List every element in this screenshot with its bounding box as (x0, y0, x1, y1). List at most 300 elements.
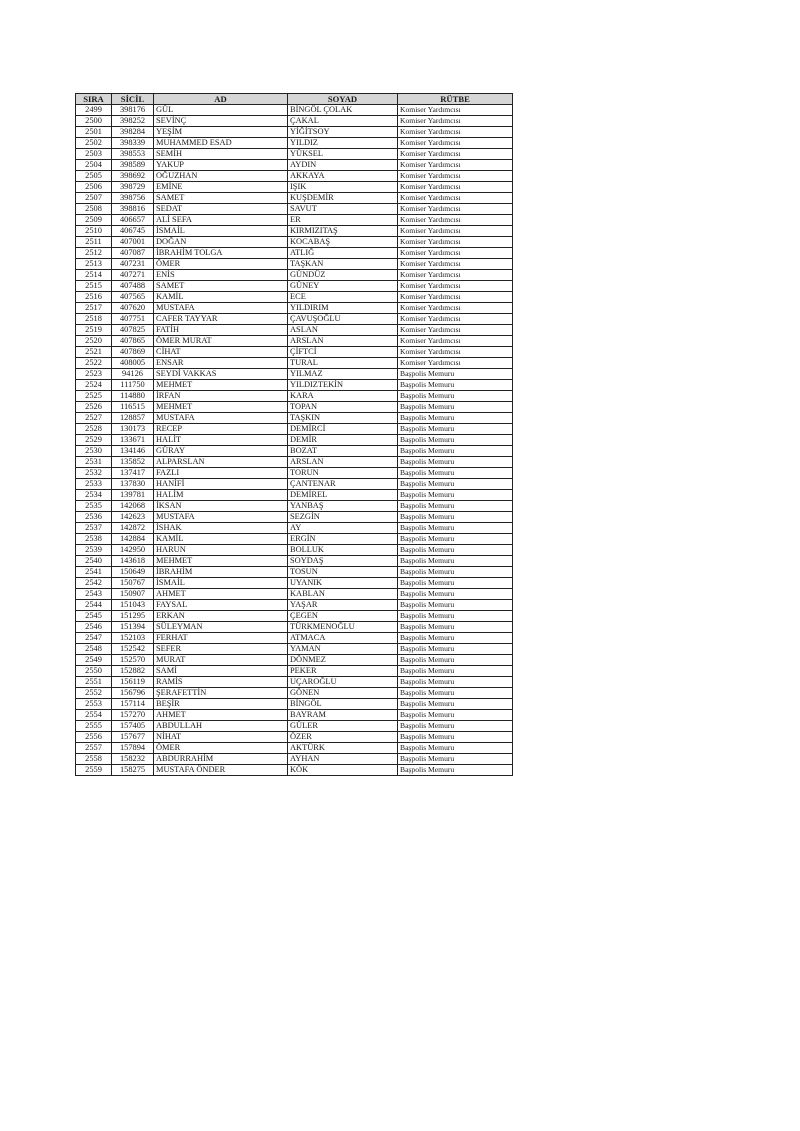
cell-rutbe: Başpolis Memuru (398, 699, 513, 710)
cell-ad: SÜLEYMAN (154, 622, 288, 633)
cell-sicil: 157405 (112, 721, 154, 732)
cell-soyad: ER (288, 215, 398, 226)
table-row (76, 622, 513, 633)
cell-rutbe: Komiser Yardımcısı (398, 336, 513, 347)
table-row (76, 677, 513, 688)
cell-sira: 2507 (76, 193, 112, 204)
cell-sicil: 150767 (112, 578, 154, 589)
cell-rutbe: Komiser Yardımcısı (398, 171, 513, 182)
cell-ad: FAZLI (154, 468, 288, 479)
table-row (76, 446, 513, 457)
cell-soyad: YAMAN (288, 644, 398, 655)
cell-ad: ÖMER (154, 259, 288, 270)
cell-sicil: 130173 (112, 424, 154, 435)
cell-sicil: 137417 (112, 468, 154, 479)
cell-ad: HALİT (154, 435, 288, 446)
cell-soyad: ÇANTENAR (288, 479, 398, 490)
table-row (76, 556, 513, 567)
cell-sira: 2529 (76, 435, 112, 446)
cell-rutbe: Başpolis Memuru (398, 468, 513, 479)
table-row (76, 149, 513, 160)
cell-soyad: GÖNEN (288, 688, 398, 699)
cell-soyad: ASLAN (288, 325, 398, 336)
cell-soyad: YANBAŞ (288, 501, 398, 512)
cell-soyad: IŞIK (288, 182, 398, 193)
cell-sicil: 150907 (112, 589, 154, 600)
cell-sira: 2519 (76, 325, 112, 336)
cell-sicil: 156119 (112, 677, 154, 688)
cell-soyad: YAŞAR (288, 600, 398, 611)
cell-sicil: 139781 (112, 490, 154, 501)
cell-sira: 2524 (76, 380, 112, 391)
table-row (76, 501, 513, 512)
cell-rutbe: Başpolis Memuru (398, 424, 513, 435)
cell-sira: 2543 (76, 589, 112, 600)
cell-ad: İBRAHİM TOLGA (154, 248, 288, 259)
cell-ad: MUSTAFA (154, 303, 288, 314)
cell-rutbe: Komiser Yardımcısı (398, 358, 513, 369)
table-row (76, 182, 513, 193)
cell-ad: SEFER (154, 644, 288, 655)
cell-sira: 2546 (76, 622, 112, 633)
table-row (76, 380, 513, 391)
cell-sira: 2499 (76, 105, 112, 116)
cell-soyad: BİNGÖL (288, 699, 398, 710)
table-row (76, 545, 513, 556)
cell-rutbe: Başpolis Memuru (398, 545, 513, 556)
table-row (76, 479, 513, 490)
cell-soyad: TAŞKIN (288, 413, 398, 424)
cell-ad: ENİS (154, 270, 288, 281)
cell-sicil: 157677 (112, 732, 154, 743)
cell-soyad: AYHAN (288, 754, 398, 765)
cell-ad: GÜRAY (154, 446, 288, 457)
table-row (76, 633, 513, 644)
cell-soyad: KUŞDEMİR (288, 193, 398, 204)
table-row (76, 358, 513, 369)
cell-sira: 2551 (76, 677, 112, 688)
cell-ad: HANİFİ (154, 479, 288, 490)
cell-sicil: 157270 (112, 710, 154, 721)
cell-rutbe: Başpolis Memuru (398, 644, 513, 655)
table-body (76, 105, 513, 776)
table-row (76, 512, 513, 523)
table-row (76, 259, 513, 270)
cell-rutbe: Komiser Yardımcısı (398, 314, 513, 325)
cell-sicil: 156796 (112, 688, 154, 699)
cell-soyad: TURAL (288, 358, 398, 369)
cell-sicil: 143618 (112, 556, 154, 567)
cell-sicil: 114880 (112, 391, 154, 402)
cell-sira: 2512 (76, 248, 112, 259)
table-row (76, 402, 513, 413)
cell-soyad: YÜKSEL (288, 149, 398, 160)
cell-soyad: ÖZER (288, 732, 398, 743)
cell-sira: 2521 (76, 347, 112, 358)
cell-rutbe: Başpolis Memuru (398, 479, 513, 490)
cell-rutbe: Başpolis Memuru (398, 534, 513, 545)
cell-rutbe: Başpolis Memuru (398, 578, 513, 589)
cell-rutbe: Başpolis Memuru (398, 633, 513, 644)
cell-soyad: DEMİREL (288, 490, 398, 501)
cell-sicil: 398692 (112, 171, 154, 182)
cell-ad: MUSTAFA ÖNDER (154, 765, 288, 776)
cell-soyad: KABLAN (288, 589, 398, 600)
cell-rutbe: Komiser Yardımcısı (398, 292, 513, 303)
cell-soyad: TOPAN (288, 402, 398, 413)
cell-soyad: AYDIN (288, 160, 398, 171)
cell-rutbe: Başpolis Memuru (398, 567, 513, 578)
cell-rutbe: Başpolis Memuru (398, 666, 513, 677)
cell-rutbe: Komiser Yardımcısı (398, 325, 513, 336)
cell-ad: OĞUZHAN (154, 171, 288, 182)
cell-ad: RECEP (154, 424, 288, 435)
cell-sira: 2542 (76, 578, 112, 589)
cell-sira: 2523 (76, 369, 112, 380)
cell-soyad: BOLLUK (288, 545, 398, 556)
cell-rutbe: Başpolis Memuru (398, 655, 513, 666)
cell-sira: 2533 (76, 479, 112, 490)
cell-soyad: ÇAVUŞOĞLU (288, 314, 398, 325)
cell-ad: GÜL (154, 105, 288, 116)
table-row (76, 655, 513, 666)
cell-soyad: KARA (288, 391, 398, 402)
cell-sira: 2534 (76, 490, 112, 501)
cell-sicil: 111750 (112, 380, 154, 391)
personnel-table (75, 93, 513, 776)
cell-sira: 2511 (76, 237, 112, 248)
cell-sira: 2525 (76, 391, 112, 402)
table-row (76, 699, 513, 710)
cell-sira: 2522 (76, 358, 112, 369)
cell-soyad: ATMACA (288, 633, 398, 644)
table-row (76, 688, 513, 699)
cell-sira: 2510 (76, 226, 112, 237)
cell-sicil: 407087 (112, 248, 154, 259)
table-row (76, 369, 513, 380)
table-row (76, 314, 513, 325)
table-row (76, 347, 513, 358)
table-header (76, 94, 513, 105)
cell-sira: 2545 (76, 611, 112, 622)
cell-ad: ERKAN (154, 611, 288, 622)
cell-sira: 2528 (76, 424, 112, 435)
cell-ad: RAMİS (154, 677, 288, 688)
cell-sicil: 128857 (112, 413, 154, 424)
cell-sicil: 152570 (112, 655, 154, 666)
cell-ad: HARUN (154, 545, 288, 556)
cell-ad: ŞERAFETTİN (154, 688, 288, 699)
table-row (76, 204, 513, 215)
table-row (76, 105, 513, 116)
cell-ad: CAFER TAYYAR (154, 314, 288, 325)
cell-ad: FATİH (154, 325, 288, 336)
cell-sira: 2517 (76, 303, 112, 314)
cell-soyad: ARSLAN (288, 457, 398, 468)
cell-ad: MUSTAFA (154, 413, 288, 424)
cell-sira: 2550 (76, 666, 112, 677)
table-row (76, 732, 513, 743)
table-row (76, 171, 513, 182)
cell-rutbe: Komiser Yardımcısı (398, 303, 513, 314)
cell-soyad: GÜNDÜZ (288, 270, 398, 281)
cell-sira: 2502 (76, 138, 112, 149)
cell-sicil: 134146 (112, 446, 154, 457)
cell-ad: SEYDİ VAKKAS (154, 369, 288, 380)
cell-ad: AHMET (154, 710, 288, 721)
cell-sicil: 407865 (112, 336, 154, 347)
table-row (76, 413, 513, 424)
cell-soyad: ECE (288, 292, 398, 303)
cell-soyad: ARSLAN (288, 336, 398, 347)
cell-soyad: ÇİFTCİ (288, 347, 398, 358)
cell-sira: 2501 (76, 127, 112, 138)
cell-rutbe: Başpolis Memuru (398, 369, 513, 380)
cell-ad: SEMİH (154, 149, 288, 160)
header-row (76, 94, 513, 105)
cell-sicil: 152542 (112, 644, 154, 655)
cell-sicil: 398176 (112, 105, 154, 116)
cell-sicil: 398816 (112, 204, 154, 215)
cell-soyad: TOSUN (288, 567, 398, 578)
cell-sicil: 142884 (112, 534, 154, 545)
table-row (76, 611, 513, 622)
cell-sira: 2555 (76, 721, 112, 732)
cell-sicil: 152103 (112, 633, 154, 644)
cell-soyad: SOYDAŞ (288, 556, 398, 567)
cell-soyad: TAŞKAN (288, 259, 398, 270)
table-row (76, 237, 513, 248)
cell-ad: İBRAHİM (154, 567, 288, 578)
cell-rutbe: Komiser Yardımcısı (398, 105, 513, 116)
cell-sira: 2552 (76, 688, 112, 699)
table-row (76, 336, 513, 347)
cell-soyad: DEMİRCİ (288, 424, 398, 435)
cell-sira: 2549 (76, 655, 112, 666)
cell-sicil: 157114 (112, 699, 154, 710)
cell-sira: 2518 (76, 314, 112, 325)
cell-sira: 2516 (76, 292, 112, 303)
cell-soyad: BAYRAM (288, 710, 398, 721)
cell-soyad: ERGİN (288, 534, 398, 545)
cell-rutbe: Başpolis Memuru (398, 512, 513, 523)
cell-rutbe: Başpolis Memuru (398, 611, 513, 622)
cell-soyad: KIRMIZITAŞ (288, 226, 398, 237)
cell-sira: 2539 (76, 545, 112, 556)
cell-soyad: ATLIĞ (288, 248, 398, 259)
cell-rutbe: Komiser Yardımcısı (398, 127, 513, 138)
table-row (76, 303, 513, 314)
cell-sicil: 398756 (112, 193, 154, 204)
cell-rutbe: Başpolis Memuru (398, 622, 513, 633)
cell-sira: 2530 (76, 446, 112, 457)
cell-sicil: 151043 (112, 600, 154, 611)
cell-sira: 2504 (76, 160, 112, 171)
cell-soyad: KÖK (288, 765, 398, 776)
cell-rutbe: Başpolis Memuru (398, 688, 513, 699)
cell-soyad: AKKAYA (288, 171, 398, 182)
table-row (76, 721, 513, 732)
cell-rutbe: Başpolis Memuru (398, 556, 513, 567)
cell-rutbe: Komiser Yardımcısı (398, 259, 513, 270)
cell-sicil: 407565 (112, 292, 154, 303)
cell-soyad: YILDIZ (288, 138, 398, 149)
cell-sira: 2537 (76, 523, 112, 534)
cell-soyad: YILDIRIM (288, 303, 398, 314)
cell-ad: SAMİ (154, 666, 288, 677)
cell-sicil: 133671 (112, 435, 154, 446)
cell-ad: MEHMET (154, 556, 288, 567)
cell-sira: 2541 (76, 567, 112, 578)
cell-sicil: 142623 (112, 512, 154, 523)
cell-ad: ALİ SEFA (154, 215, 288, 226)
table-row (76, 435, 513, 446)
cell-rutbe: Başpolis Memuru (398, 600, 513, 611)
cell-sicil: 135852 (112, 457, 154, 468)
cell-ad: YEŞİM (154, 127, 288, 138)
cell-soyad: YİĞİTSOY (288, 127, 398, 138)
table-row (76, 248, 513, 259)
cell-sicil: 406657 (112, 215, 154, 226)
cell-rutbe: Komiser Yardımcısı (398, 160, 513, 171)
cell-sicil: 406745 (112, 226, 154, 237)
cell-soyad: SEZGİN (288, 512, 398, 523)
table-row (76, 754, 513, 765)
cell-sicil: 408005 (112, 358, 154, 369)
cell-sira: 2508 (76, 204, 112, 215)
cell-ad: KAMİL (154, 534, 288, 545)
cell-sira: 2536 (76, 512, 112, 523)
cell-rutbe: Başpolis Memuru (398, 523, 513, 534)
cell-sicil: 157894 (112, 743, 154, 754)
cell-soyad: TORUN (288, 468, 398, 479)
cell-rutbe: Başpolis Memuru (398, 446, 513, 457)
cell-ad: ÖMER (154, 743, 288, 754)
table-row (76, 160, 513, 171)
cell-ad: ALPARSLAN (154, 457, 288, 468)
cell-rutbe: Başpolis Memuru (398, 391, 513, 402)
cell-soyad: PEKER (288, 666, 398, 677)
cell-ad: KAMİL (154, 292, 288, 303)
table-row (76, 710, 513, 721)
cell-ad: ENSAR (154, 358, 288, 369)
cell-sicil: 398252 (112, 116, 154, 127)
cell-sicil: 407825 (112, 325, 154, 336)
cell-soyad: ÇEGEN (288, 611, 398, 622)
cell-ad: MUHAMMED ESAD (154, 138, 288, 149)
cell-sira: 2514 (76, 270, 112, 281)
cell-sira: 2532 (76, 468, 112, 479)
cell-sicil: 407620 (112, 303, 154, 314)
cell-sira: 2520 (76, 336, 112, 347)
cell-rutbe: Başpolis Memuru (398, 743, 513, 754)
cell-rutbe: Komiser Yardımcısı (398, 193, 513, 204)
table-row (76, 226, 513, 237)
cell-ad: SAMET (154, 281, 288, 292)
cell-soyad: GÜNEY (288, 281, 398, 292)
cell-rutbe: Başpolis Memuru (398, 490, 513, 501)
cell-sicil: 151394 (112, 622, 154, 633)
cell-rutbe: Komiser Yardımcısı (398, 226, 513, 237)
cell-sira: 2505 (76, 171, 112, 182)
cell-soyad: UÇAROĞLU (288, 677, 398, 688)
cell-sira: 2515 (76, 281, 112, 292)
cell-ad: MUSTAFA (154, 512, 288, 523)
cell-ad: NİHAT (154, 732, 288, 743)
cell-ad: SEVİNÇ (154, 116, 288, 127)
cell-rutbe: Komiser Yardımcısı (398, 270, 513, 281)
cell-sicil: 407001 (112, 237, 154, 248)
table-row (76, 138, 513, 149)
column-header-soyad: SOYAD (288, 94, 398, 105)
cell-rutbe: Başpolis Memuru (398, 501, 513, 512)
cell-sicil: 407751 (112, 314, 154, 325)
cell-rutbe: Komiser Yardımcısı (398, 347, 513, 358)
cell-sira: 2503 (76, 149, 112, 160)
cell-rutbe: Başpolis Memuru (398, 721, 513, 732)
cell-soyad: KOCABAŞ (288, 237, 398, 248)
cell-sira: 2557 (76, 743, 112, 754)
cell-rutbe: Komiser Yardımcısı (398, 215, 513, 226)
cell-ad: İSMAİL (154, 226, 288, 237)
cell-ad: İKSAN (154, 501, 288, 512)
table-row (76, 292, 513, 303)
cell-sira: 2556 (76, 732, 112, 743)
cell-ad: HALİM (154, 490, 288, 501)
cell-sira: 2500 (76, 116, 112, 127)
cell-soyad: SAVUT (288, 204, 398, 215)
table-row (76, 457, 513, 468)
table-row (76, 666, 513, 677)
table-row (76, 589, 513, 600)
cell-ad: MURAT (154, 655, 288, 666)
table-row (76, 325, 513, 336)
cell-soyad: AY (288, 523, 398, 534)
cell-soyad: DEMİR (288, 435, 398, 446)
column-header-sicil: SİCİL (112, 94, 154, 105)
cell-rutbe: Komiser Yardımcısı (398, 138, 513, 149)
cell-ad: ABDULLAH (154, 721, 288, 732)
cell-ad: CİHAT (154, 347, 288, 358)
cell-rutbe: Başpolis Memuru (398, 435, 513, 446)
cell-sira: 2526 (76, 402, 112, 413)
cell-rutbe: Başpolis Memuru (398, 710, 513, 721)
table-row (76, 534, 513, 545)
cell-rutbe: Komiser Yardımcısı (398, 116, 513, 127)
cell-sira: 2553 (76, 699, 112, 710)
cell-sira: 2554 (76, 710, 112, 721)
column-header-ad: AD (154, 94, 288, 105)
cell-rutbe: Başpolis Memuru (398, 677, 513, 688)
cell-sira: 2559 (76, 765, 112, 776)
column-header-sira: SIRA (76, 94, 112, 105)
cell-soyad: ÇAKAL (288, 116, 398, 127)
cell-sicil: 407231 (112, 259, 154, 270)
cell-rutbe: Komiser Yardımcısı (398, 182, 513, 193)
cell-ad: FAYSAL (154, 600, 288, 611)
cell-sira: 2547 (76, 633, 112, 644)
cell-ad: ABDURRAHİM (154, 754, 288, 765)
cell-ad: İSMAİL (154, 578, 288, 589)
cell-sicil: 407271 (112, 270, 154, 281)
table-row (76, 578, 513, 589)
cell-sira: 2540 (76, 556, 112, 567)
table-row (76, 600, 513, 611)
cell-sira: 2544 (76, 600, 112, 611)
cell-soyad: GÜLER (288, 721, 398, 732)
cell-ad: DOĞAN (154, 237, 288, 248)
cell-rutbe: Komiser Yardımcısı (398, 204, 513, 215)
